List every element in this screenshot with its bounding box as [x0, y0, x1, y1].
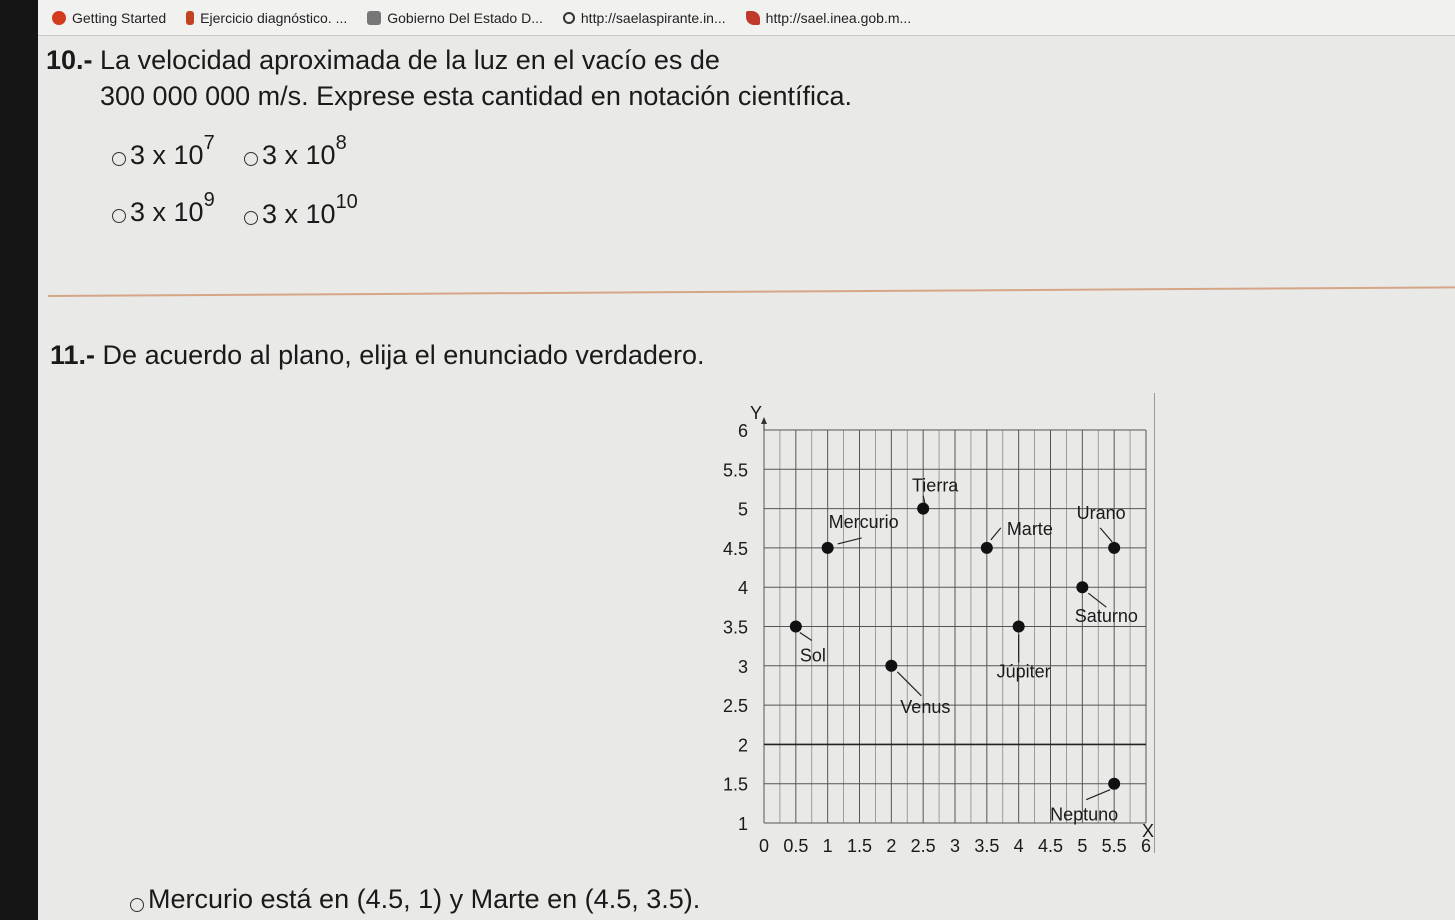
x-tick-label: 1.5: [846, 836, 873, 856]
planet-point: [885, 660, 897, 672]
planet-label: Tierra: [911, 475, 959, 496]
bookmark-saelaspirante[interactable]: [563, 10, 726, 26]
planet-leader-line: [1088, 593, 1106, 607]
x-tick-label: 5: [1077, 836, 1088, 856]
bookmarks-toolbar: [38, 0, 1455, 36]
inea-icon: [746, 11, 760, 25]
planet-leader-line: [838, 538, 862, 544]
planet-label: Venus: [900, 696, 951, 717]
government-icon: [367, 11, 381, 25]
y-tick-label: 4: [737, 578, 748, 599]
planet-leader-line: [897, 672, 921, 696]
x-tick-label: 4.5: [1037, 836, 1064, 856]
y-tick-label: 6: [737, 421, 748, 441]
y-axis-label: Y: [749, 403, 763, 423]
planet-point: [917, 503, 929, 515]
y-tick-label: 3: [737, 656, 748, 677]
planet-leader-line: [1100, 528, 1112, 542]
x-tick-label: 3: [949, 836, 961, 856]
planet-point: [790, 621, 802, 633]
radio-button[interactable]: [112, 209, 126, 223]
x-tick-label: 6: [1140, 836, 1152, 856]
bookmark-label: http://sael.inea.gob.m...: [765, 9, 912, 26]
question-10: [46, 42, 852, 114]
planet-coordinate-plane: [700, 390, 1170, 870]
y-tick-label: 2: [737, 735, 748, 756]
planet-leader-line: [800, 633, 812, 641]
radio-button[interactable]: [112, 152, 126, 166]
planet-label: Mercurio: [828, 511, 899, 532]
y-tick-label: 5: [737, 499, 748, 520]
option-text: Mercurio está en (4.5, 1) y Marte en (4.5, 3.5).: [148, 884, 701, 914]
bookmark-label: Ejercicio diagnóstico. ...: [200, 9, 348, 26]
q10-option-4[interactable]: [244, 191, 358, 230]
q11-option-1[interactable]: [130, 884, 700, 915]
x-tick-label: 2.5: [910, 836, 936, 856]
bookmark-gobierno[interactable]: [367, 10, 543, 26]
planet-point: [981, 542, 993, 554]
question-11: [50, 340, 704, 371]
planet-leader-line: [991, 528, 1001, 540]
x-tick-label: 0: [758, 836, 770, 856]
planet-point: [1108, 542, 1120, 554]
planet-label: Marte: [1006, 518, 1053, 539]
planet-label: Urano: [1076, 502, 1126, 523]
option-base: 3 x 10: [262, 199, 336, 229]
x-tick-label: 2: [886, 836, 897, 856]
question-text: La velocidad aproximada de la luz en el vacío es de: [92, 45, 720, 75]
q10-option-1[interactable]: [112, 132, 215, 171]
question-text-line2: 300 000 000 m/s. Exprese esta cantidad en notación científica.: [100, 81, 852, 111]
y-tick-label: 2.5: [722, 696, 748, 717]
y-tick-label: 5.5: [722, 460, 748, 481]
option-base: 3 x 10: [130, 140, 204, 170]
section-divider: [48, 286, 1455, 297]
book-icon: [186, 11, 194, 25]
x-tick-label: 0.5: [783, 836, 809, 856]
firefox-icon: [52, 11, 66, 25]
y-tick-label: 1: [737, 814, 748, 834]
bookmark-sael-inea[interactable]: [746, 10, 912, 26]
globe-icon: [563, 12, 575, 24]
bookmark-label: Getting Started: [72, 9, 167, 26]
bookmark-ejercicio[interactable]: [186, 10, 347, 26]
radio-button[interactable]: [244, 211, 258, 225]
planet-point: [1013, 621, 1025, 633]
radio-button[interactable]: [130, 898, 144, 912]
option-exponent: 8: [335, 132, 347, 154]
x-tick-label: 5.5: [1101, 836, 1127, 856]
planet-point: [1108, 778, 1120, 790]
bookmark-getting-started[interactable]: [52, 10, 166, 26]
x-axis-label: X: [1141, 821, 1155, 841]
question-text: De acuerdo al plano, elija el enunciado verdadero.: [95, 340, 705, 370]
y-tick-label: 1.5: [722, 774, 748, 795]
q10-option-2[interactable]: [244, 132, 347, 171]
q10-option-3[interactable]: [112, 189, 215, 228]
planet-point: [822, 542, 834, 554]
option-base: 3 x 10: [262, 140, 336, 170]
question-number: 10.-: [46, 45, 93, 75]
planet-label: Sol: [799, 645, 826, 666]
option-exponent: 7: [203, 132, 215, 154]
screen-bezel: [0, 0, 38, 920]
option-exponent: 9: [203, 189, 215, 211]
x-tick-label: 1: [822, 836, 833, 856]
planet-label: Saturno: [1074, 606, 1138, 627]
option-exponent: 10: [335, 191, 358, 213]
option-base: 3 x 10: [130, 197, 204, 227]
bookmark-label: http://saelaspirante.in...: [580, 9, 726, 26]
question-number: 11.-: [50, 340, 96, 370]
radio-button[interactable]: [244, 152, 258, 166]
x-tick-label: 4: [1013, 836, 1024, 856]
bookmark-label: Gobierno Del Estado D...: [387, 9, 543, 26]
planet-point: [1076, 581, 1088, 593]
planet-label: Neptuno: [1050, 804, 1119, 825]
y-tick-label: 3.5: [722, 617, 748, 638]
planet-label: Júpiter: [996, 661, 1051, 682]
x-tick-label: 3.5: [974, 836, 1000, 856]
y-tick-label: 4.5: [722, 538, 748, 559]
